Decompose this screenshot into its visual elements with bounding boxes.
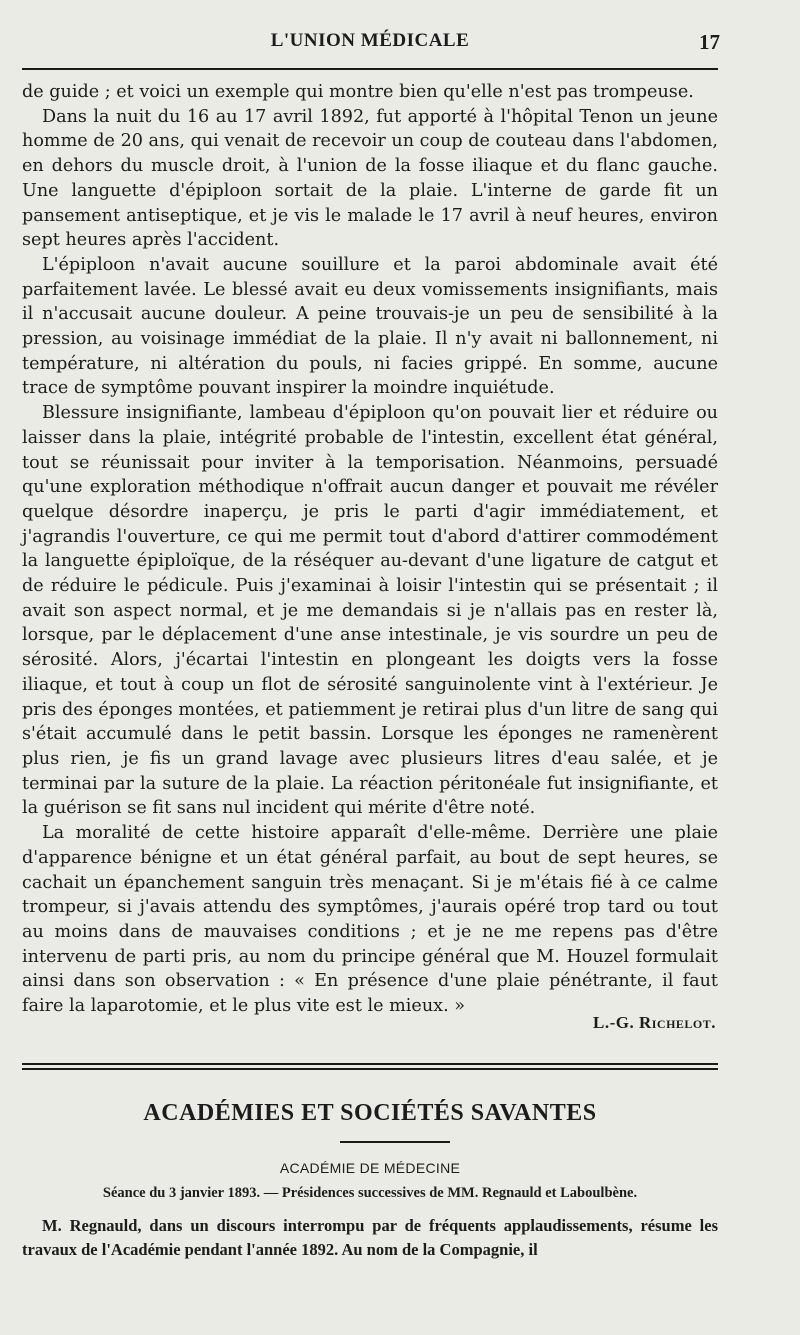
- session-line: Séance du 3 janvier 1893. — Présidences successives de MM. Regnauld et Laboulbène.: [102, 1185, 638, 1201]
- paragraph: de guide ; et voici un exemple qui montre bien qu'elle n'est pas trompeuse.: [22, 82, 694, 102]
- paragraph: Dans la nuit du 16 au 17 avril 1892, fut apporté à l'hôpital Tenon un jeune homme de 20 ans, qui venait de recevoir un coup de couteau dans l'abdomen, en dehors du muscle droit, à l'union de la fosse iliaque et du flanc gauche. Une languette d'épiploon sortait de la plaie. L'interne de garde fit un pansement antiseptique, et je vis le malade le 17 avril à neuf heures, environ sept heures après l'accident.: [22, 106, 718, 251]
- section-divider: [22, 1068, 718, 1070]
- subsection-title: ACADÉMIE DE MÉDECINE: [279, 1160, 461, 1176]
- section-title: ACADÉMIES ET SOCIÉTÉS SAVANTES: [143, 1100, 597, 1126]
- page-number: 17: [699, 30, 720, 54]
- title-underline: [340, 1141, 450, 1143]
- paragraph: L'épiploon n'avait aucune souillure et la paroi abdominale avait été parfaitement lavée. Le blessé avait eu deux vomissements insignifiants, mais il n'accusait aucune douleur. A peine trouvais-je un peu de sensibilité à la pression, au voisinage immédiat de la plaie. Il n'y avait ni ballonnement, ni température, ni altération du pouls, ni facies grippé. En somme, aucune trace de symptôme pouvant inspirer la moindre inquiétude.: [22, 254, 718, 399]
- article-body: [22, 80, 718, 1019]
- paragraph: M. Regnauld, dans un discours interrompu par de fréquents applaudissements, résume les travaux de l'Académie pendant l'année 1892. Au nom de la Compagnie, il: [22, 1216, 718, 1259]
- section-divider: [22, 1063, 718, 1065]
- author-signature: L.-G. Richelot.: [592, 1013, 716, 1032]
- paragraph: Blessure insignifiante, lambeau d'épiploon qu'on pouvait lier et réduire ou laisser dans la plaie, intégrité probable de l'intestin, excellent état général, tout se réunissait pour inviter à la temporisation. Néanmoins, persuadé qu'une exploration méthodique n'offrait aucun danger et pouvait me révéler quelque désordre inaperçu, je pris le parti d'agir immédiatement, et j'agrandis l'ouverture, ce qui me permit tout d'abord d'attirer commodément la languette épiploïque, de la réséquer au-devant d'une ligature de catgut et de réduire le pédicule. Puis j'examinai à loisir l'intestin qui se présentait ; il avait son aspect normal, et je me demandais si je n'allais pas en rester là, lorsque, par le déplacement d'une anse intestinale, je vis sourdre un peu de sérosité. Alors, j'écartai l'intestin en plongeant les doigts vers la fosse iliaque, et tout à coup un flot de sérosité sanguinolente vint à l'extérieur. Je pris des éponges montées, et patiemment je retirai plus d'un litre de sang qui s'était accumulé dans le petit bassin. Lorsque les éponges ne ramenèrent plus rien, je fis un grand lavage avec plusieurs litres d'eau salée, et je terminai par la suture de la plaie. La réaction péritonéale fut insignifiante, et la guérison se fit sans nul incident qui mérite d'être noté.: [22, 403, 718, 819]
- running-header: [20, 30, 720, 60]
- paragraph: La moralité de cette histoire apparaît d'elle-même. Derrière une plaie d'apparence bénigne et un état général parfait, au bout de sept heures, se cachait un épanchement sanguin très menaçant. Si je m'étais fié à ce calme trompeur, si j'avais attendu des symptômes, j'aurais opéré trop tard ou tout au moins dans de mauvaises conditions ; et je ne me repens pas d'être intervenu de parti pris, au nom du principe général que M. Houzel formulait ainsi dans son observation : « En présence d'une plaie pénétrante, il faut faire la laparotomie, et le plus vite est le mieux. »: [22, 823, 718, 1017]
- journal-title: L'UNION MÉDICALE: [270, 30, 470, 51]
- header-rule: [22, 68, 718, 70]
